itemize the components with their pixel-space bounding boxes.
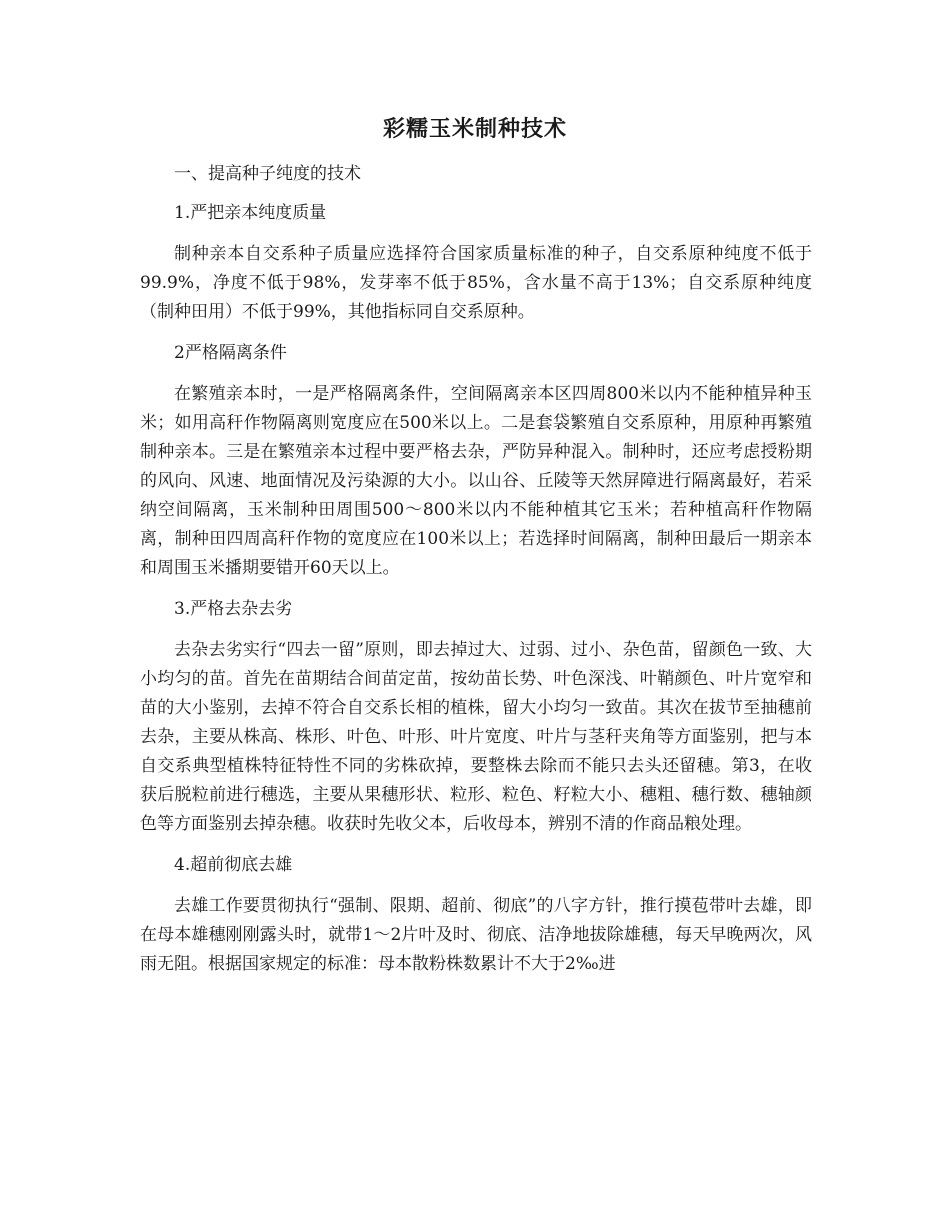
paragraph-3: 去杂去劣实行“四去一留”原则，即去掉过大、过弱、过小、杂色苗，留颜色一致、大小均匀的苗。首先在苗期结合间苗定苗，按幼苗长势、叶色深浅、叶鞘颜色、叶片宽窄和苗的大小鉴别，去掉不符合自交系长相的植株，留大小均匀一致苗。其次在拔节至抽穗前去杂，主要从株高、株形、叶色、叶形、叶片宽度、叶片与茎秆夹角等方面鉴别，把与本自交系典型植株特征特性不同的劣株砍掉，要整株去除而不能只去头还留穗。第3，在收获后脱粒前进行穗选，主要从果穗形状、粒形、粒色、籽粒大小、穗粗、穗行数、穗轴颜色等方面鉴别去掉杂穗。收获时先收父本，后收母本，辨别不清的作商品粮处理。 <box>140 640 812 834</box>
subsection-heading-3: 3.严格去杂去劣 <box>174 599 293 619</box>
document-title: 彩糯玉米制种技术 <box>382 116 567 142</box>
subsection-heading-1: 1.严把亲本纯度质量 <box>174 203 327 223</box>
paragraph-2: 在繁殖亲本时，一是严格隔离条件，空间隔离亲本区四周800米以内不能种植异种玉米；如用高秆作物隔离则宽度应在500米以上。二是套袋繁殖自交系原种，用原种再繁殖制种亲本。三是在繁殖亲本过程中要严格去杂，严防异种混入。制种时，还应考虑授粉期的风向、风速、地面情况及污染源的大小。以山谷、丘陵等天然屏障进行隔离最好，若采纳空间隔离，玉米制种田周围500～800米以内不能种植其它玉米；若种植高秆作物隔离，制种田四周高秆作物的宽度应在100米以上；若选择时间隔离，制种田最后一期亲本和周围玉米播期要错开60天以上。 <box>140 384 812 578</box>
section-heading: 一、提高种子纯度的技术 <box>174 164 361 184</box>
paragraph-1: 制种亲本自交系种子质量应选择符合国家质量标准的种子，自交系原种纯度不低于99.9%，净度不低于98%，发芽率不低于85%，含水量不高于13%；自交系原种纯度（制种田用）不低于99%，其他指标同自交系原种。 <box>140 244 812 322</box>
document-body <box>140 160 812 979</box>
subsection-heading-4: 4.超前彻底去雄 <box>174 855 293 875</box>
paragraph-4: 去雄工作要贯彻执行“强制、限期、超前、彻底”的八字方针，推行摸苞带叶去雄，即在母本雄穗刚刚露头时，就带1～2片叶及时、彻底、洁净地拔除雄穗，每天早晚两次，风雨无阻。根据国家规定的标准：母本散粉株数累计不大于2‰进 <box>140 896 812 974</box>
subsection-heading-2: 2严格隔离条件 <box>174 343 287 363</box>
